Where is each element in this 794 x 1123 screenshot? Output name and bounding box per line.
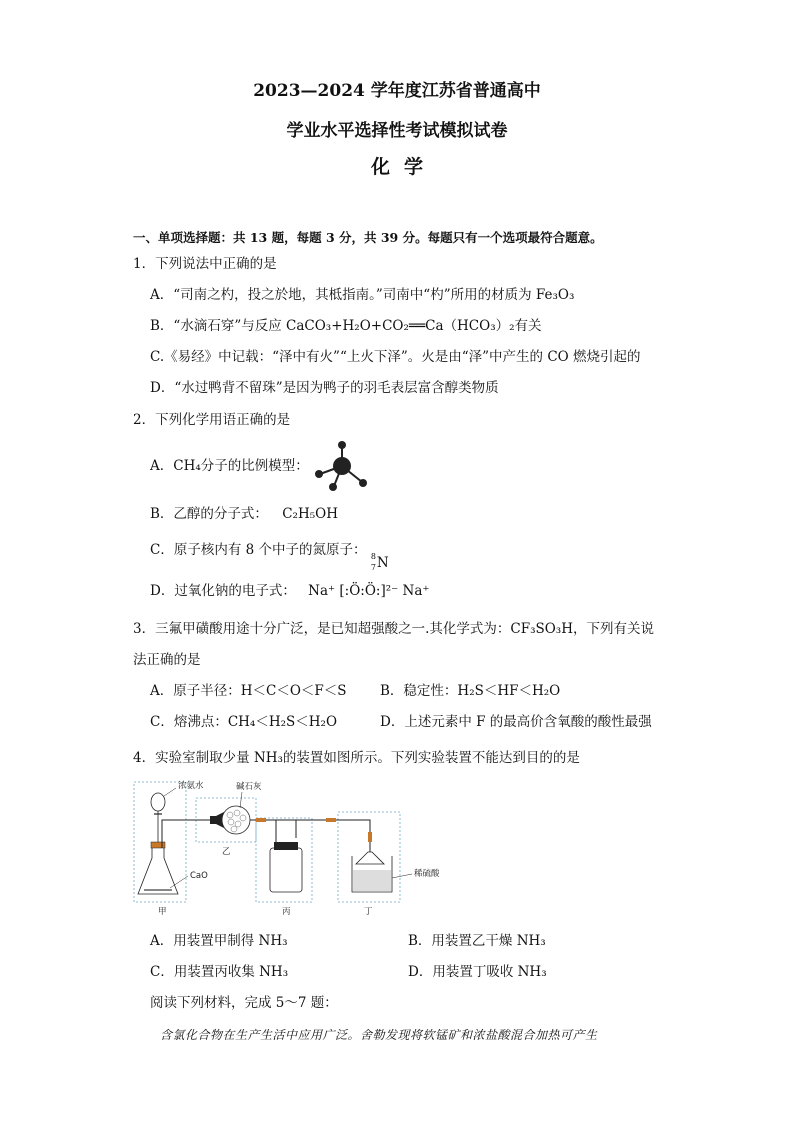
q2-option-d (150, 582, 430, 600)
sodium-peroxide-formula: Na⁺ [:Ö:Ö:]²⁻ Na⁺ (308, 583, 430, 599)
methane-model-icon (312, 438, 372, 494)
q2-option-b-label: B．乙醇的分子式： (150, 506, 268, 522)
q4-stem: 4．实验室制取少量 NH₃的装置如图所示。下列实验装置不能达到目的的是 (133, 750, 580, 766)
q1-stem: 1．下列说法中正确的是 (133, 256, 277, 272)
q3-option-a: A．原子半径：H＜C＜O＜F＜S (150, 683, 347, 699)
ammonia-apparatus-diagram (130, 778, 440, 918)
q2-option-c (150, 541, 391, 572)
q4-option-c: C．用装置丙收集 NH₃ (150, 964, 289, 980)
q4-option-a: A．用装置甲制得 NH₃ (150, 933, 288, 949)
label-yi: 乙 (222, 847, 231, 857)
q1-option-a: A．“司南之杓，投之於地，其柢指南。”司南中“杓”所用的材质为 Fe₃O₃ (150, 287, 575, 303)
q2-option-c-label: C．原子核内有 8 个中子的氮原子： (150, 542, 367, 558)
reading-text: 含氯化合物在生产生活中应用广泛。舍勒发现将软锰矿和浓盐酸混合加热可产生 (160, 1028, 598, 1042)
q1-option-d: D．“水过鸭背不留珠”是因为鸭子的羽毛表层富含醇类物质 (150, 380, 499, 396)
nuclide-mass-number: 8 (370, 552, 376, 561)
label-cao: CaO (190, 871, 208, 881)
nuclide-atomic-number: 7 (370, 563, 376, 572)
q2-option-b-formula: C₂H₅OH (282, 506, 338, 522)
label-dilute-acid: 稀硫酸 (414, 869, 440, 879)
label-bing: 丙 (282, 907, 291, 917)
exam-title-line2: 学业水平选择性考试模拟试卷 (286, 121, 508, 141)
q3-option-d: D．上述元素中 F 的最高价含氧酸的酸性最强 (380, 714, 652, 730)
q2-option-d-label: D．过氧化钠的电子式： (150, 583, 296, 599)
reading-intro: 阅读下列材料，完成 5～7 题： (150, 995, 338, 1011)
label-ammonia: 浓氨水 (178, 781, 204, 791)
q2-option-a: A．CH₄分子的比例模型： (150, 458, 309, 474)
subject-title: 化学 (370, 156, 437, 178)
q3-option-b: B．稳定性：H₂S＜HF＜H₂O (380, 683, 561, 699)
q1-option-c: C.《易经》中记载：“泽中有火”“上火下泽”。火是由“泽”中产生的 CO 燃烧引起的 (150, 349, 641, 365)
section-heading: 一、单项选择题：共 13 题，每题 3 分，共 39 分。每题只有一个选项最符合题意。 (133, 230, 603, 245)
label-ding: 丁 (364, 907, 373, 917)
q4-option-b: B．用装置乙干燥 NH₃ (408, 933, 546, 949)
label-soda-lime: 碱石灰 (236, 782, 262, 792)
q3-stem-line2: 法正确的是 (133, 652, 201, 668)
q2-stem: 2．下列化学用语正确的是 (133, 412, 291, 428)
nuclide-symbol: N (376, 555, 389, 571)
label-jia: 甲 (158, 907, 167, 917)
q3-stem-line1: 3．三氟甲磺酸用途十分广泛，是已知超强酸之一.其化学式为：CF₃SO₃H，下列有关说 (133, 621, 654, 637)
exam-title-line1: 2023—2024 学年度江苏省普通高中 (253, 81, 541, 101)
q1-option-b: B．“水滴石穿”与反应 CaCO₃+H₂O+CO₂══Ca（HCO₃）₂有关 (150, 318, 542, 334)
q2-option-b (150, 505, 338, 523)
q4-option-d: D．用装置丁吸收 NH₃ (408, 964, 547, 980)
q3-option-c: C．熔沸点：CH₄＜H₂S＜H₂O (150, 714, 338, 730)
